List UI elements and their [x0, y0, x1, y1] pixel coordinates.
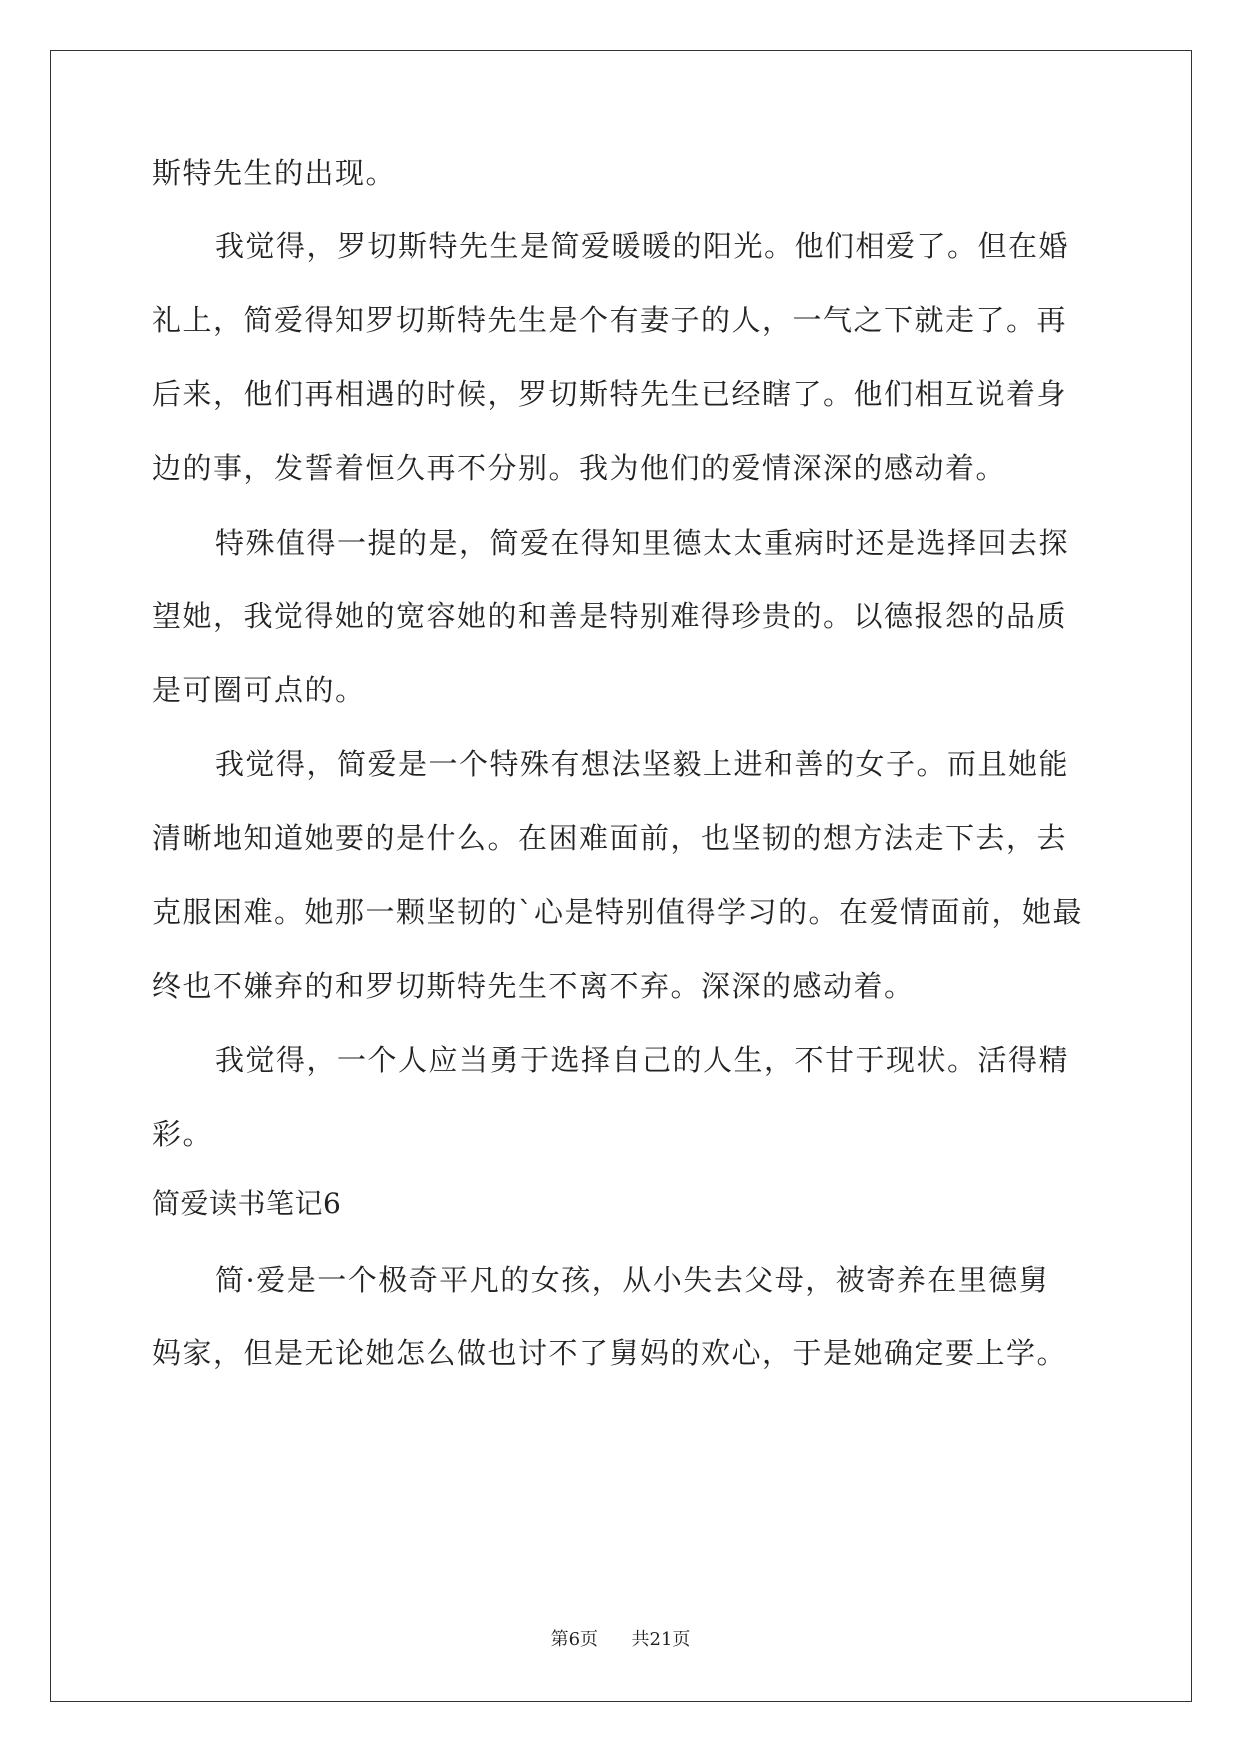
paragraph-line: 我觉得，罗切斯特先生是简爱暖暖的阳光。他们相爱了。但在婚 — [215, 229, 1070, 263]
paragraph-line: 我觉得，简爱是一个特殊有想法坚毅上进和善的女子。而且她能 — [215, 747, 1070, 781]
text-line: 清晰地知道她要的是什么。在困难面前，也坚韧的想方法走下去，去 — [152, 821, 1068, 855]
paragraph-line: 简·爱是一个极奇平凡的女孩，从小失去父母，被寄养在里德舅 — [215, 1263, 1050, 1297]
paragraph-line: 特殊值得一提的是，简爱在得知里德太太重病时还是选择回去探 — [215, 526, 1070, 560]
text-line: 终也不嫌弃的和罗切斯特先生不离不弃。深深的感动着。 — [152, 969, 915, 1003]
text-line: 彩。 — [152, 1117, 214, 1151]
page-number: 第6页 — [550, 1629, 599, 1650]
total-pages: 共21页 — [631, 1629, 691, 1650]
text-line: 礼上，简爱得知罗切斯特先生是个有妻子的人，一气之下就走了。再 — [152, 303, 1068, 337]
text-line: 克服困难。她那一颗坚韧的`心是特别值得学习的。在爱情面前，她最 — [152, 895, 1084, 929]
page-footer — [0, 1625, 1241, 1651]
text-line: 斯特先生的出现。 — [152, 156, 397, 190]
section-heading: 简爱读书笔记6 — [152, 1187, 342, 1220]
paragraph-line: 我觉得，一个人应当勇于选择自己的人生，不甘于现状。活得精 — [215, 1043, 1070, 1077]
text-line: 是可圈可点的。 — [152, 673, 366, 707]
page-border — [50, 50, 1192, 1702]
text-line: 边的事，发誓着恒久再不分别。我为他们的爱情深深的感动着。 — [152, 451, 1007, 485]
text-line: 妈家，但是无论她怎么做也讨不了舅妈的欢心，于是她确定要上学。 — [152, 1336, 1068, 1370]
text-line: 后来，他们再相遇的时候，罗切斯特先生已经瞎了。他们相互说着身 — [152, 377, 1068, 411]
text-line: 望她，我觉得她的宽容她的和善是特别难得珍贵的。以德报怨的品质 — [152, 599, 1068, 633]
